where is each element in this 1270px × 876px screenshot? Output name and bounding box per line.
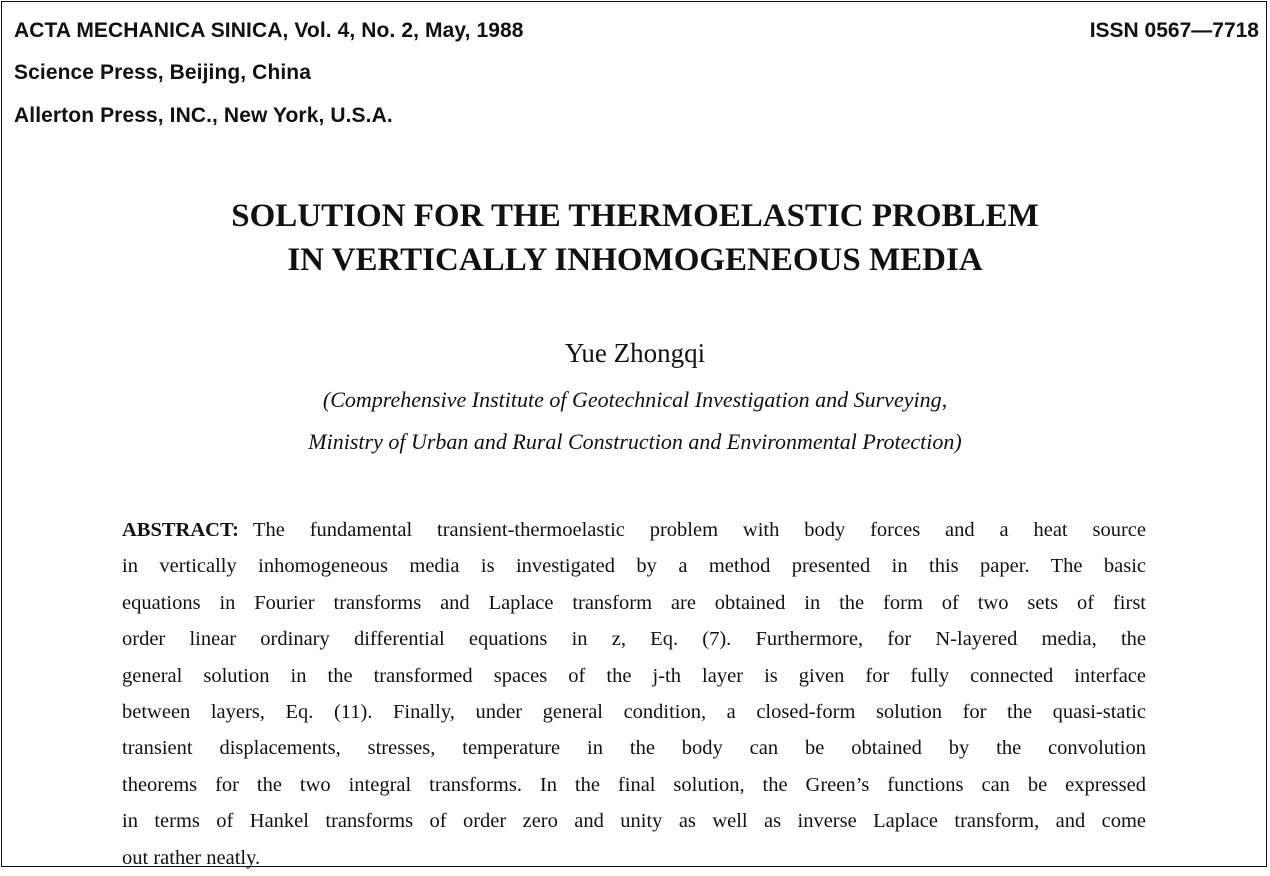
abstract-line: [122, 512, 1146, 548]
abstract-line: transient displacements, stresses, temperature in the body can be obtained by the convolution: [122, 737, 1146, 760]
issn-number: ISSN 0567—7718: [1089, 19, 1259, 42]
abstract-block: [122, 512, 1146, 876]
abstract-line: order linear ordinary differential equations in z, Eq. (7). Furthermore, for N-layered media, the: [122, 628, 1146, 651]
article-title-line-2: IN VERTICALLY INHOMOGENEOUS MEDIA: [287, 242, 983, 278]
journal-citation: ACTA MECHANICA SINICA, Vol. 4, No. 2, May, 1988: [14, 19, 524, 42]
author-name: Yue Zhongqi: [564, 338, 706, 368]
abstract-line: between layers, Eq. (11). Finally, under general condition, a closed-form solution for the quasi-static: [122, 700, 1146, 723]
abstract-line: in terms of Hankel transforms of order zero and unity as well as inverse Laplace transform, and come: [122, 810, 1146, 833]
abstract-line: in vertically inhomogeneous media is investigated by a method presented in this paper. The basic: [122, 555, 1146, 578]
affiliation-line-2: Ministry of Urban and Rural Construction and Environmental Protection): [308, 429, 962, 454]
abstract-label: ABSTRACT:: [122, 519, 239, 541]
abstract-line: general solution in the transformed spaces of the j-th layer is given for fully connected interface: [122, 664, 1146, 687]
abstract-line: equations in Fourier transforms and Laplace transform are obtained in the form of two sets of first: [122, 591, 1146, 614]
article-title-line-1: SOLUTION FOR THE THERMOELASTIC PROBLEM: [231, 198, 1039, 234]
abstract-line-text: The fundamental transient-thermoelastic problem with body forces and a heat source: [252, 519, 1146, 541]
affiliation-line-1: (Comprehensive Institute of Geotechnical Investigation and Surveying,: [322, 387, 948, 412]
publisher-new-york: Allerton Press, INC., New York, U.S.A.: [14, 104, 393, 127]
abstract-line: theorems for the two integral transforms. In the final solution, the Green’s functions can be expressed: [122, 773, 1146, 796]
paper-page: [1, 1, 1267, 867]
abstract-line: out rather neatly.: [122, 846, 261, 869]
publisher-beijing: Science Press, Beijing, China: [14, 61, 312, 84]
